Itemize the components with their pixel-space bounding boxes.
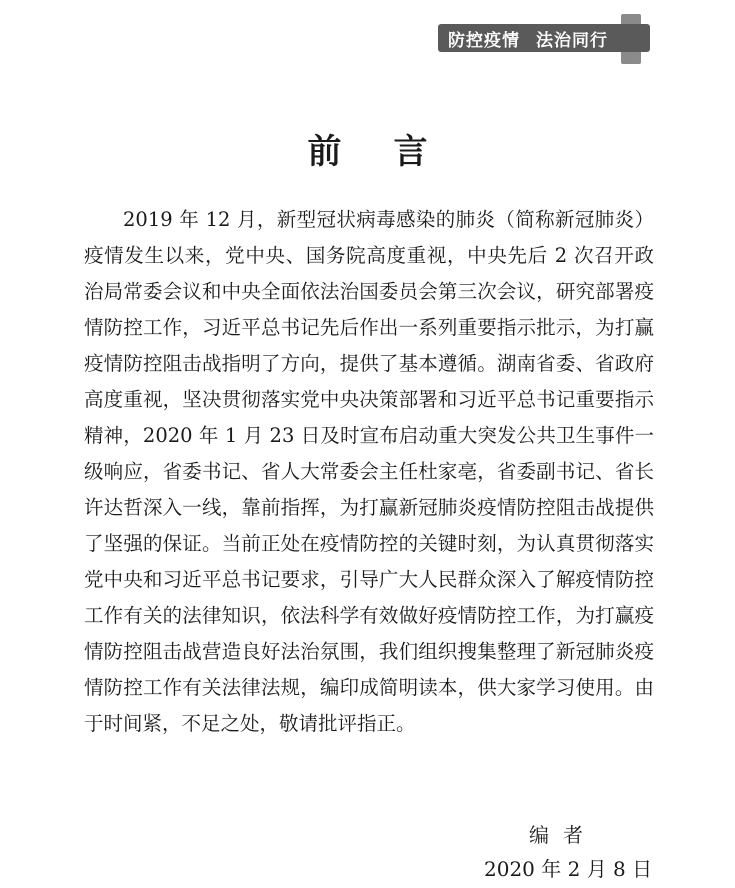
section-header-tab xyxy=(438,24,650,52)
date: 2020 年 2 月 8 日 xyxy=(484,857,653,881)
signature: 编者 xyxy=(529,823,597,847)
header-tag-left: 防控疫情 xyxy=(448,30,520,51)
header-tag-right: 法治同行 xyxy=(536,30,608,51)
page-title: 前言 xyxy=(307,132,480,172)
preface-paragraph: 2019 年 12 月，新型冠状病毒感染的肺炎（简称新冠肺炎）疫情发生以来，党中央、国务院高度重视，中央先后 2 次召开政治局常委会议和中央全面依法治国委员会第三次会议，研究部署疫情防控工作，习近平总书记先后作出一系列重要指示批示，为打赢疫情防控阻击战指明了方向，提供了基本遵循。湖南省委、省政府高度重视，坚决贯彻落实党中央决策部署和习近平总书记重要指示精神，2020 年 1 月 23 日及时宣布启动重大突发公共卫生事件一级响应，省委书记、省人大常委会主任杜家亳，省委副书记、省长许达哲深入一线，靠前指挥，为打赢新冠肺炎疫情防控阻击战提供了坚强的保证。当前正处在疫情防控的关键时刻，为认真贯彻落实党中央和习近平总书记要求，引导广大人民群众深入了解疫情防控工作有关的法律知识，依法科学有效做好疫情防控工作，为打赢疫情防控阻击战营造良好法治氛围，我们组织搜集整理了新冠肺炎疫情防控工作有关法律法规，编印成简明读本，供大家学习使用。由于时间紧，不足之处，敬请批评指正。 xyxy=(84,208,654,735)
preface-body xyxy=(84,202,654,742)
